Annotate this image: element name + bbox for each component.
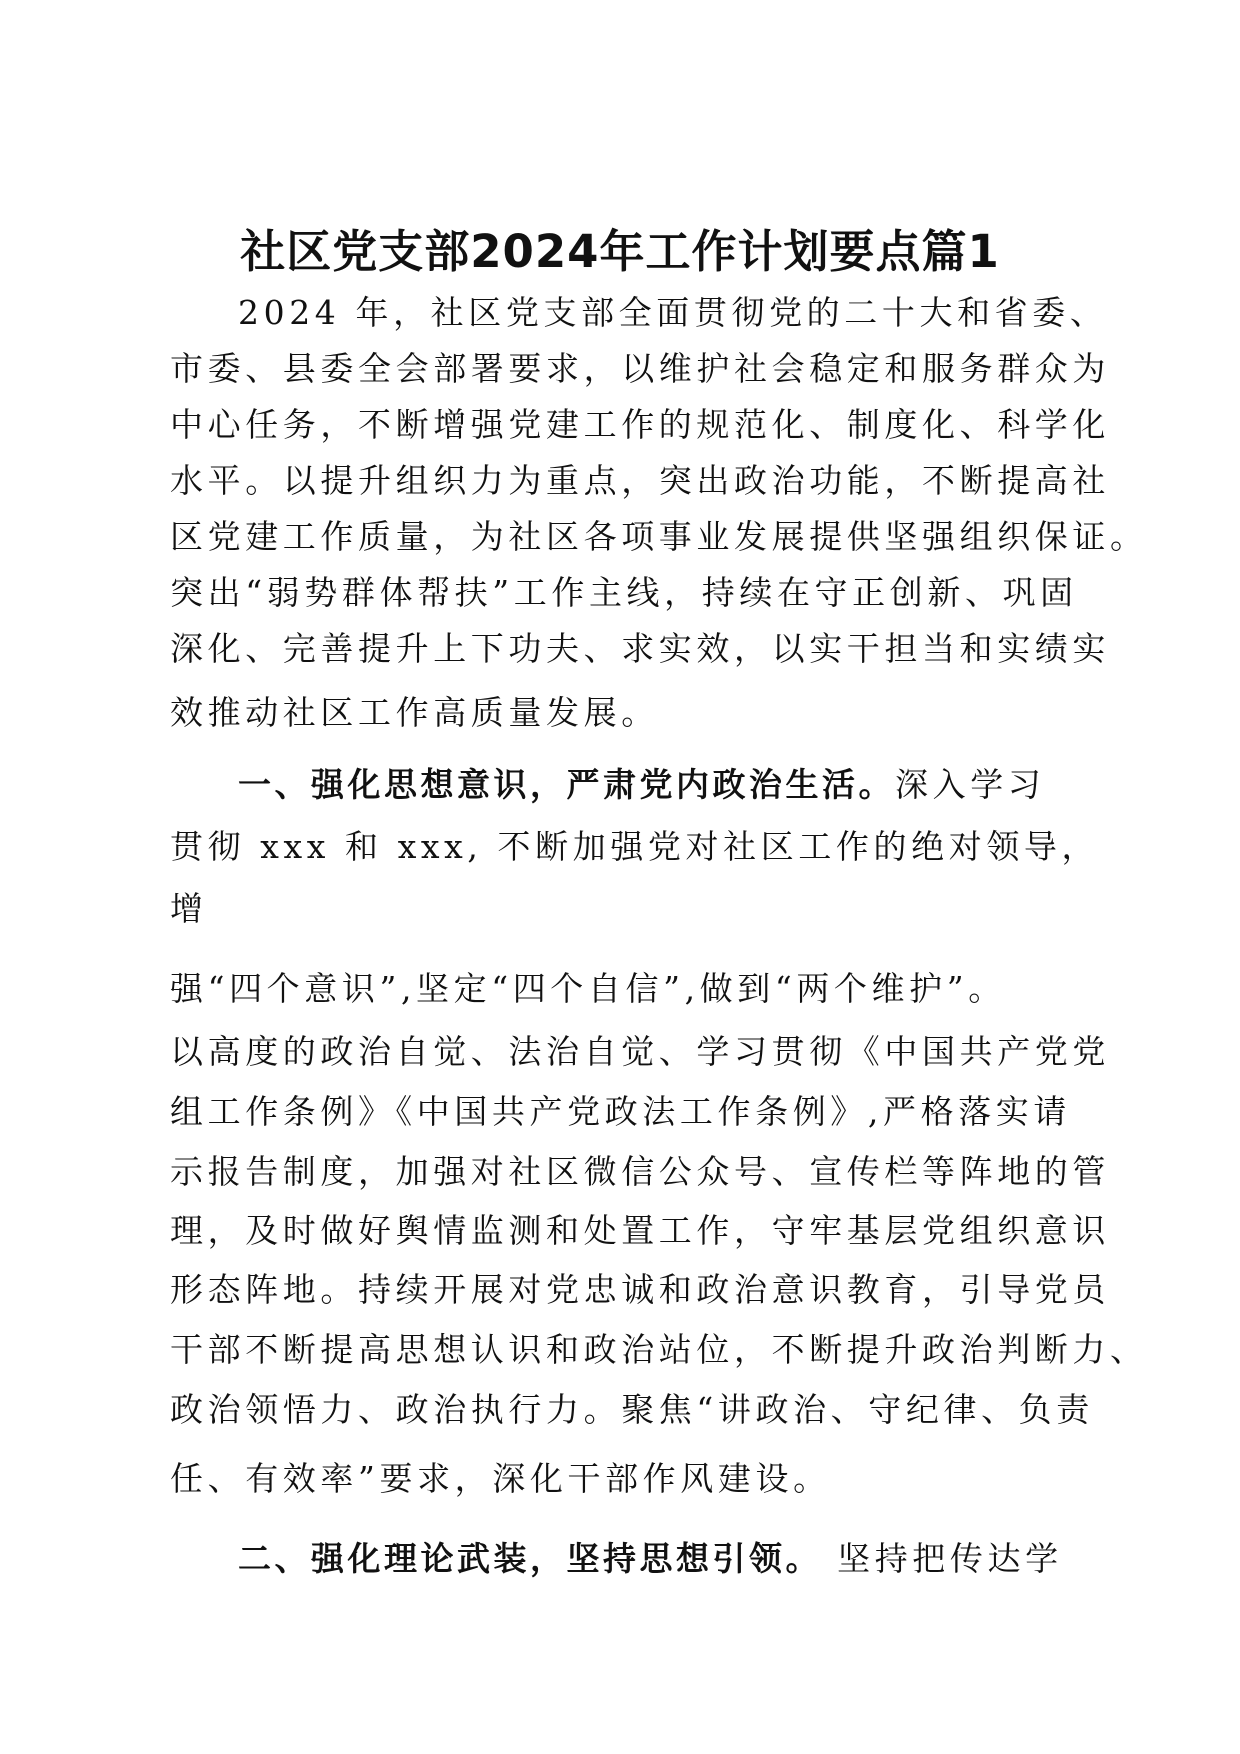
section1-line: 组工作条例》《中国共产党政法工作条例》,严格落实请 (170, 1092, 1071, 1131)
section1-line: 干部不断提高思想认识和政治站位，不断提升政治判断力、 (170, 1330, 1148, 1369)
intro-line: 效推动社区工作高质量发展。 (170, 693, 659, 732)
section1-line: 贯彻 xxx 和 xxx, 不断加强党对社区工作的绝对领导， (170, 827, 1100, 866)
section2-heading-tail: 坚持把传达学 (822, 1539, 1063, 1578)
intro-line: 市委、县委全会部署要求，以维护社会稳定和服务群众为 (170, 349, 1110, 388)
section1-line: 理，及时做好舆情监测和处置工作，守牢基层党组织意识 (170, 1211, 1110, 1250)
section1-line: 增 (170, 889, 208, 928)
section1-line: 示报告制度，加强对社区微信公众号、宣传栏等阵地的管 (170, 1152, 1110, 1191)
section1-heading: 一、强化思想意识，严肃党内政治生活。 (238, 765, 895, 804)
section1-line: 强“四个意识”,坚定“四个自信”,做到“两个维护”。 (170, 969, 1006, 1008)
section1-line: 任、有效率”要求，深化干部作风建设。 (170, 1459, 831, 1498)
section2-first-line (238, 1537, 1063, 1581)
intro-line: 2024 年，社区党支部全面贯彻党的二十大和省委、 (238, 293, 1108, 332)
section1-line: 以高度的政治自觉、法治自觉、学习贯彻《中国共产党党 (170, 1032, 1110, 1071)
section2-heading: 二、强化理论武装，坚持思想引领。 (238, 1539, 822, 1578)
intro-line: 水平。以提升组织力为重点，突出政治功能，不断提高社 (170, 461, 1110, 500)
section1-line: 政治领悟力、政治执行力。聚焦“讲政治、守纪律、负责 (170, 1390, 1094, 1429)
section1-line: 形态阵地。持续开展对党忠诚和政治意识教育，引导党员 (170, 1270, 1110, 1309)
section1-heading-tail: 深入学习 (895, 765, 1046, 804)
document-title: 社区党支部2024年工作计划要点篇1 (240, 225, 1000, 278)
intro-line: 深化、完善提升上下功夫、求实效，以实干担当和实绩实 (170, 629, 1110, 668)
intro-line: 中心任务，不断增强党建工作的规范化、制度化、科学化 (170, 405, 1110, 444)
intro-line: 突出“弱势群体帮扶”工作主线，持续在守正创新、巩固 (170, 573, 1078, 612)
section1-first-line (238, 763, 1045, 807)
intro-line: 区党建工作质量，为社区各项事业发展提供坚强组织保证。 (170, 517, 1148, 556)
